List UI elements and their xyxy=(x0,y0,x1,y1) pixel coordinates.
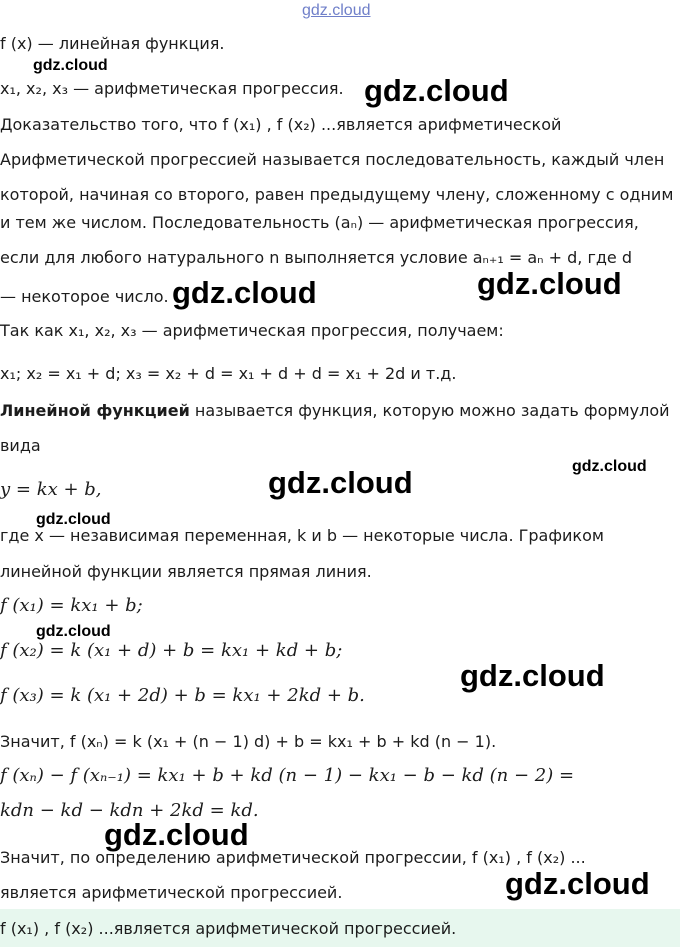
line-11: Линейной функцией называется функция, которую можно задать формулой xyxy=(0,401,670,420)
line-22: Значит, по определению арифметической прогрессии, f (x₁) , f (x₂) ... xyxy=(0,848,586,867)
line-20: f (xₙ) − f (xₙ₋₁) = kx₁ + b + kd (n − 1) − kx₁ − b − kd (n − 2) = xyxy=(0,765,575,786)
line-12: вида xyxy=(0,436,41,455)
line-6: и тем же числом. Последовательность (aₙ) — арифметическая прогрессия, xyxy=(0,213,639,232)
line-4: Арифметической прогрессией называется последовательность, каждый член xyxy=(0,150,665,169)
line-17: f (x₂) = k (x₁ + d) + b = kx₁ + kd + b; xyxy=(0,640,343,661)
watermark: gdz.cloud xyxy=(36,511,111,528)
line-13: y = kx + b, xyxy=(0,479,102,500)
line-9: Так как x₁, x₂, x₃ — арифметическая прогрессия, получаем: xyxy=(0,321,504,340)
watermark: gdz.cloud xyxy=(33,57,108,74)
line-8: — некоторое число. xyxy=(0,287,169,306)
line-19: Значит, f (xₙ) = k (x₁ + (n − 1) d) + b = kx₁ + b + kd (n − 1). xyxy=(0,732,497,751)
line-18: f (x₃) = k (x₁ + 2d) + b = kx₁ + 2kd + b. xyxy=(0,685,365,706)
watermark: gdz.cloud xyxy=(505,866,650,901)
answer-line: f (x₁) , f (x₂) ...является арифметической прогрессией. xyxy=(0,919,457,938)
line-3: Доказательство того, что f (x₁) , f (x₂) ...является арифметической xyxy=(0,115,562,134)
line-5: которой, начиная со второго, равен предыдущему члену, сложенному с одним xyxy=(0,185,674,204)
line-10: x₁; x₂ = x₁ + d; x₃ = x₂ + d = x₁ + d + d = x₁ + 2d и т.д. xyxy=(0,364,457,383)
line-2: x₁, x₂, x₃ — арифметическая прогрессия. xyxy=(0,79,344,98)
watermark: gdz.cloud xyxy=(572,458,647,475)
line-14: где x — независимая переменная, k и b — некоторые числа. Графиком xyxy=(0,526,604,545)
watermark: gdz.cloud xyxy=(268,465,413,500)
watermark: gdz.cloud xyxy=(364,73,509,108)
watermark-top: gdz.cloud xyxy=(302,2,371,19)
line-21: kdn − kd − kdn + 2kd = kd. xyxy=(0,800,259,821)
watermark: gdz.cloud xyxy=(477,266,622,301)
watermark: gdz.cloud xyxy=(460,658,605,693)
line-1: f (x) — линейная функция. xyxy=(0,34,225,53)
line-15: линейной функции является прямая линия. xyxy=(0,562,372,581)
watermark: gdz.cloud xyxy=(172,275,317,310)
watermark: gdz.cloud xyxy=(36,623,111,640)
line-16: f (x₁) = kx₁ + b; xyxy=(0,595,143,616)
line-23: является арифметической прогрессией. xyxy=(0,883,343,902)
line-7: если для любого натурального n выполняется условие aₙ₊₁ = aₙ + d, где d xyxy=(0,248,633,267)
watermark: gdz.cloud xyxy=(104,817,249,852)
